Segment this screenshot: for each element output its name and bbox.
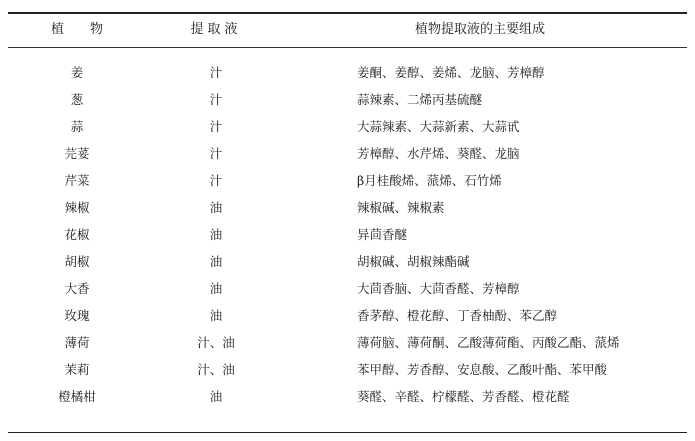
table-top-rule: [8, 12, 687, 14]
table-row: [0, 195, 695, 221]
table-header-rule: [8, 47, 687, 48]
table-row: [0, 249, 695, 275]
cell-composition: 大蒜辣素、大蒜新素、大蒜甙: [357, 119, 520, 134]
cell-plant: 芹菜: [64, 173, 90, 188]
cell-plant: 茉莉: [64, 362, 90, 377]
cell-extract: 油: [209, 389, 223, 404]
cell-extract: 汁、油: [197, 335, 235, 350]
cell-plant: 玫瑰: [64, 308, 90, 323]
table-row: [0, 330, 695, 356]
cell-extract: 汁: [209, 146, 223, 161]
cell-extract: 油: [209, 281, 223, 296]
table-row: [0, 168, 695, 194]
cell-composition: 辣椒碱、辣椒素: [357, 200, 445, 215]
cell-composition: 香茅醇、橙花醇、丁香柚酚、苯乙醇: [357, 308, 558, 323]
table-row: [0, 357, 695, 383]
cell-plant: 蒜: [70, 119, 84, 134]
header-plant: 植 物: [50, 22, 103, 37]
table-header-row: [0, 18, 695, 42]
cell-composition: β月桂酸烯、蒎烯、石竹烯: [357, 173, 502, 188]
cell-extract: 汁、油: [197, 362, 235, 377]
cell-extract: 汁: [209, 92, 223, 107]
cell-extract: 汁: [209, 173, 223, 188]
table-row: [0, 303, 695, 329]
cell-plant: 芫荽: [64, 146, 90, 161]
cell-plant: 橙橘柑: [58, 389, 96, 404]
cell-composition: 葵醛、辛醛、柠檬醛、芳香醛、橙花醛: [357, 389, 570, 404]
header-extract: 提取液: [190, 22, 242, 37]
cell-extract: 油: [209, 254, 223, 269]
table-row: [0, 87, 695, 113]
cell-extract: 油: [209, 227, 223, 242]
cell-extract: 汁: [209, 119, 223, 134]
cell-extract: 油: [209, 200, 223, 215]
cell-composition: 姜酮、姜醇、姜烯、龙脑、芳樟醇: [357, 65, 545, 80]
cell-plant: 辣椒: [64, 200, 90, 215]
cell-composition: 大茴香脑、大茴香醛、芳樟醇: [357, 281, 520, 296]
cell-plant: 薄荷: [64, 335, 90, 350]
cell-extract: 油: [209, 308, 223, 323]
cell-composition: 芳樟醇、水芹烯、葵醛、龙脑: [357, 146, 520, 161]
table-row: [0, 222, 695, 248]
table-row: [0, 276, 695, 302]
cell-composition: 薄荷脑、薄荷酮、乙酸薄荷酯、丙酸乙酯、蒎烯: [357, 335, 620, 350]
table-row: [0, 60, 695, 86]
cell-plant: 姜: [70, 65, 84, 80]
cell-composition: 蒜辣素、二烯丙基硫醚: [357, 92, 483, 107]
table-bottom-rule: [8, 432, 687, 433]
cell-plant: 花椒: [64, 227, 90, 242]
cell-plant: 胡椒: [64, 254, 90, 269]
cell-composition: 胡椒碱、胡椒辣酯碱: [357, 254, 470, 269]
cell-extract: 汁: [209, 65, 223, 80]
header-composition: 植物提取液的主要组成: [414, 22, 545, 37]
cell-composition: 苯甲醇、芳香醇、安息酸、乙酸叶酯、苯甲酸: [357, 362, 608, 377]
cell-plant: 葱: [70, 92, 84, 107]
table-row: [0, 384, 695, 410]
table-row: [0, 114, 695, 140]
cell-plant: 大香: [64, 281, 90, 296]
table-row: [0, 141, 695, 167]
cell-composition: 异茴香醚: [357, 227, 408, 242]
